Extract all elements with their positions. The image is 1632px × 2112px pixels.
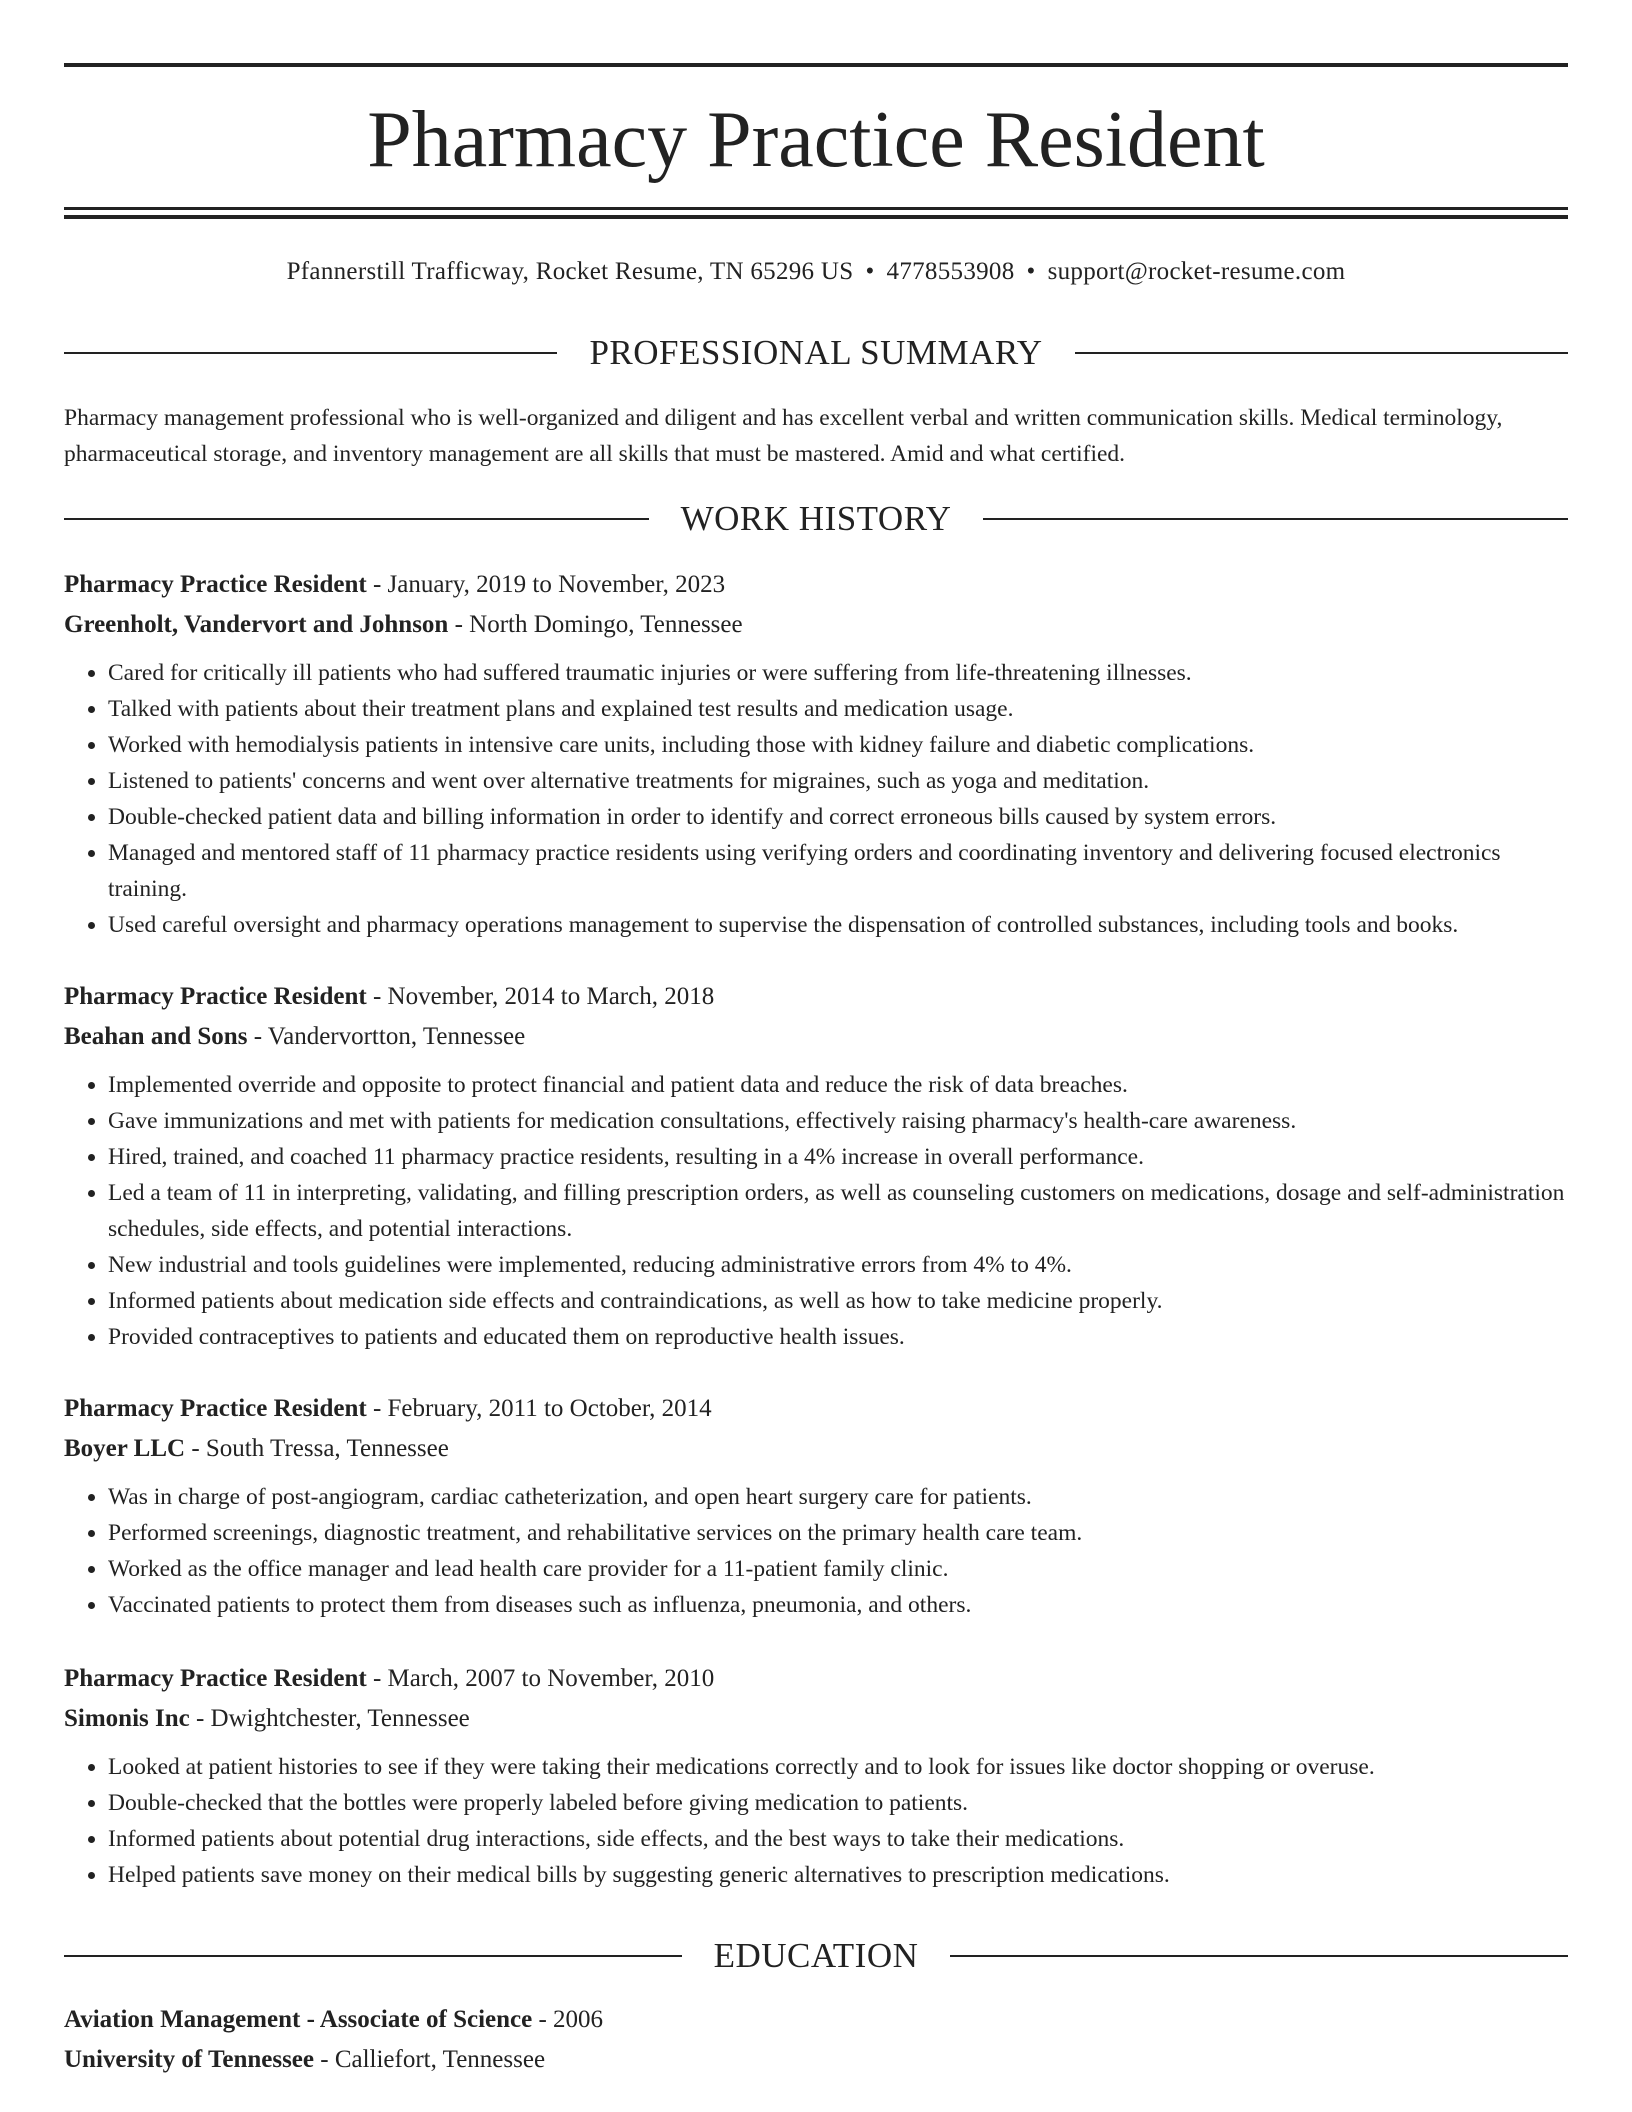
contact-address: Pfannerstill Trafficway, Rocket Resume, TN 65296 US: [286, 258, 854, 285]
job-bullet: • Double-checked that the bottles were properly labeled before giving medication to patients.: [108, 1785, 1568, 1821]
contact-separator: •: [865, 258, 875, 285]
job-company: Greenholt, Vandervort and Johnson: [64, 611, 449, 638]
job-bullet: • Looked at patient histories to see if they were taking their medications correctly and to look for issues like doctor shopping or overuse.: [108, 1749, 1568, 1785]
contact-email: support@rocket-resume.com: [1047, 258, 1346, 285]
job-dates: - November, 2014 to March, 2018: [366, 983, 715, 1010]
job-bullet: • Implemented override and opposite to protect financial and patient data and reduce the risk of data breaches.: [108, 1067, 1568, 1103]
job-dates: - January, 2019 to November, 2023: [366, 571, 726, 598]
job-bullets: [64, 1749, 1568, 1893]
job-company-line: [64, 1429, 1568, 1469]
education-degree-line: [64, 2000, 1568, 2040]
job-title-line: [64, 1659, 1568, 1699]
job-location: - Vandervortton, Tennessee: [247, 1023, 526, 1050]
summary-text: Pharmacy management professional who is well-organized and diligent and has excellent verbal and written communication skills. Medical terminology, pharmaceutical storage, and inventory management are all skills that must be mastered. Amid and what certified.: [64, 405, 1503, 467]
job-company-line: [64, 1017, 1568, 1057]
header-bottom-rule-thick: [64, 215, 1568, 219]
job-entry: [64, 977, 1568, 1355]
job-company: Simonis Inc: [64, 1705, 190, 1732]
job-location: - Dwightchester, Tennessee: [189, 1705, 470, 1732]
job-bullet: • Vaccinated patients to protect them from diseases such as influenza, pneumonia, and others.: [108, 1587, 1568, 1623]
job-bullet: • New industrial and tools guidelines were implemented, reducing administrative errors from 4% to 4%.: [108, 1247, 1568, 1283]
job-company-line: [64, 1699, 1568, 1739]
job-bullet: • Led a team of 11 in interpreting, validating, and filling prescription orders, as well as counseling customers on medications, dosage and self-administration schedules, side effects, and potential interactions.: [108, 1175, 1568, 1247]
job-company: Boyer LLC: [64, 1435, 186, 1462]
education-year: - 2006: [532, 2006, 604, 2033]
education-school: University of Tennessee: [64, 2046, 314, 2073]
job-entry: [64, 565, 1568, 943]
divider: [64, 518, 649, 520]
divider: [64, 352, 557, 354]
job-dates: - February, 2011 to October, 2014: [366, 1395, 712, 1422]
job-title: Pharmacy Practice Resident: [64, 983, 367, 1010]
education-entry: [64, 2000, 1568, 2080]
job-title: Pharmacy Practice Resident: [64, 1665, 367, 1692]
header-bottom-rule: [64, 207, 1568, 210]
education-degree: Aviation Management - Associate of Science: [64, 2006, 533, 2033]
job-bullets: [64, 1067, 1568, 1355]
job-title-line: [64, 977, 1568, 1017]
job-bullets: [64, 1479, 1568, 1623]
education-location: - Calliefort, Tennessee: [314, 2046, 546, 2073]
job-bullet: • Informed patients about medication side effects and contraindications, as well as how to take medicine properly.: [108, 1283, 1568, 1319]
job-location: - South Tressa, Tennessee: [185, 1435, 449, 1462]
divider: [1075, 352, 1568, 354]
summary-heading: [64, 331, 1568, 375]
job-bullet: • Worked with hemodialysis patients in intensive care units, including those with kidney failure and diabetic complications.: [108, 727, 1568, 763]
job-company-line: [64, 605, 1568, 645]
job-bullet: • Was in charge of post-angiogram, cardiac catheterization, and open heart surgery care for patients.: [108, 1479, 1568, 1515]
section-title: EDUCATION: [713, 1936, 919, 1975]
job-bullets: [64, 655, 1568, 943]
section-title: PROFESSIONAL SUMMARY: [589, 333, 1043, 372]
job-bullet: • Managed and mentored staff of 11 pharmacy practice residents using verifying orders and coordinating inventory and delivering focused electronics training.: [108, 835, 1568, 907]
job-bullet: • Informed patients about potential drug interactions, side effects, and the best ways to take their medications.: [108, 1821, 1568, 1857]
divider: [950, 1955, 1568, 1957]
job-bullet: • Performed screenings, diagnostic treatment, and rehabilitative services on the primary health care team.: [108, 1515, 1568, 1551]
education-heading: [64, 1934, 1568, 1978]
header-top-rule: [64, 63, 1568, 67]
divider: [64, 1955, 682, 1957]
divider: [983, 518, 1568, 520]
job-entry: [64, 1389, 1568, 1623]
job-bullet: • Gave immunizations and met with patients for medication consultations, effectively raising pharmacy's health-care awareness.: [108, 1103, 1568, 1139]
contact-phone: 4778553908: [886, 258, 1015, 285]
job-bullet: • Listened to patients' concerns and went over alternative treatments for migraines, such as yoga and meditation.: [108, 763, 1568, 799]
job-bullet: • Provided contraceptives to patients and educated them on reproductive health issues.: [108, 1319, 1568, 1355]
resume-name: Pharmacy Practice Resident: [367, 96, 1265, 184]
job-title: Pharmacy Practice Resident: [64, 1395, 367, 1422]
job-location: - North Domingo, Tennessee: [448, 611, 743, 638]
contact-line: [64, 255, 1568, 289]
job-company: Beahan and Sons: [64, 1023, 248, 1050]
job-entry: [64, 1659, 1568, 1893]
job-bullet: • Helped patients save money on their medical bills by suggesting generic alternatives to prescription medications.: [108, 1857, 1568, 1893]
work-history-heading: [64, 497, 1568, 541]
job-dates: - March, 2007 to November, 2010: [366, 1665, 715, 1692]
job-title-line: [64, 565, 1568, 605]
job-bullet: • Double-checked patient data and billing information in order to identify and correct erroneous bills caused by system errors.: [108, 799, 1568, 835]
contact-separator: •: [1026, 258, 1036, 285]
job-bullet: • Cared for critically ill patients who had suffered traumatic injuries or were suffering from life-threatening illnesses.: [108, 655, 1568, 691]
job-bullet: • Used careful oversight and pharmacy operations management to supervise the dispensation of controlled substances, including tools and books.: [108, 907, 1568, 943]
job-bullet: • Talked with patients about their treatment plans and explained test results and medication usage.: [108, 691, 1568, 727]
job-title-line: [64, 1389, 1568, 1429]
section-title: WORK HISTORY: [680, 499, 952, 538]
job-bullet: • Hired, trained, and coached 11 pharmacy practice residents, resulting in a 4% increase in overall performance.: [108, 1139, 1568, 1175]
job-title: Pharmacy Practice Resident: [64, 571, 367, 598]
education-school-line: [64, 2040, 1568, 2080]
job-bullet: • Worked as the office manager and lead health care provider for a 11-patient family clinic.: [108, 1551, 1568, 1587]
